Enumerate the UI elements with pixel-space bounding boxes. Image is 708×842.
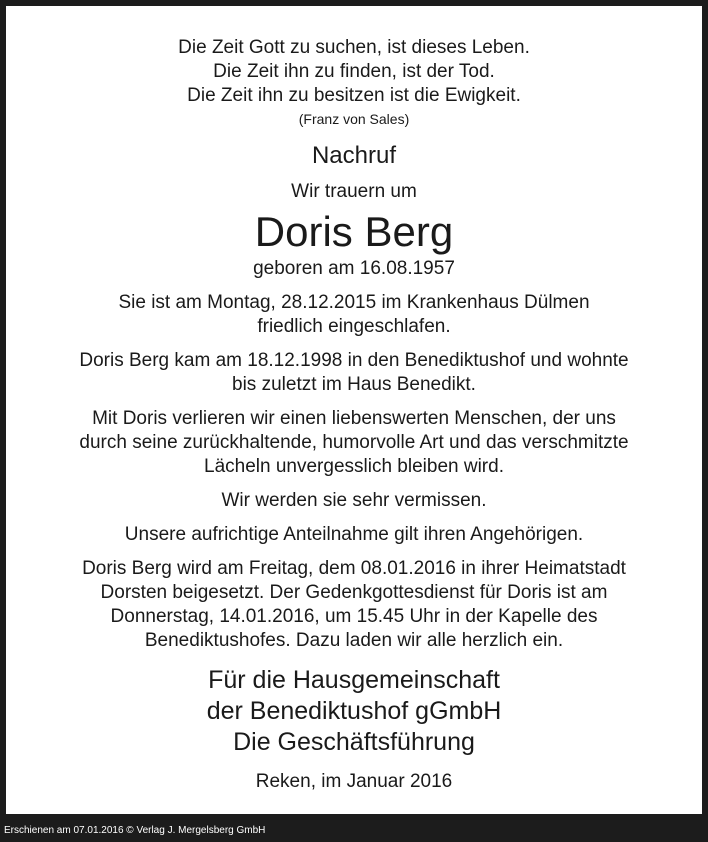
paragraph-tribute xyxy=(6,407,702,479)
paragraph-line: Doris Berg kam am 18.12.1998 in den Benediktushof und wohnte xyxy=(79,350,629,371)
paragraph-line: Sie ist am Montag, 28.12.2015 im Krankenhaus Dülmen xyxy=(118,292,590,313)
signature-line: Die Geschäftsführung xyxy=(233,728,475,756)
paragraph-line: Wir werden sie sehr vermissen. xyxy=(221,490,487,511)
deceased-name: Doris Berg xyxy=(254,208,454,255)
paragraph-line: Benediktushofes. Dazu laden wir alle herzlich ein. xyxy=(144,630,564,651)
intro-text: Wir trauern um xyxy=(291,181,417,202)
paragraph-line: Donnerstag, 14.01.2016, um 15.45 Uhr in der Kapelle des xyxy=(110,606,598,627)
paragraph-miss xyxy=(6,489,702,513)
quote-author: (Franz von Sales) xyxy=(298,111,410,127)
quote-line-1: Die Zeit Gott zu suchen, ist dieses Leben. xyxy=(178,37,530,58)
paragraph-condolence xyxy=(6,523,702,547)
paragraph-line: friedlich eingeschlafen. xyxy=(257,316,451,337)
quote-line-3: Die Zeit ihn zu besitzen ist die Ewigkeit. xyxy=(187,85,521,106)
signature-line: der Benediktushof gGmbH xyxy=(206,697,502,725)
footer-bar xyxy=(0,820,708,842)
signature-block xyxy=(6,665,702,758)
paragraph-line: bis zuletzt im Haus Benedikt. xyxy=(232,374,476,395)
paragraph-passing xyxy=(6,291,702,339)
publication-note: Erschienen am 07.01.2016 © Verlag J. Mergelsberg GmbH xyxy=(4,825,266,836)
birth-date: geboren am 16.08.1957 xyxy=(253,258,455,279)
paragraph-funeral xyxy=(6,557,702,653)
place-date: Reken, im Januar 2016 xyxy=(255,771,453,792)
quote-line-2: Die Zeit ihn zu finden, ist der Tod. xyxy=(213,61,495,82)
quote xyxy=(6,36,702,108)
paragraph-line: durch seine zurückhaltende, humorvolle Art und das verschmitzte xyxy=(79,432,629,453)
paragraph-line: Mit Doris verlieren wir einen liebenswerten Menschen, der uns xyxy=(92,408,616,429)
notice-heading: Nachruf xyxy=(311,142,397,169)
paragraph-line: Unsere aufrichtige Anteilnahme gilt ihren Angehörigen. xyxy=(124,524,584,545)
paragraph-line: Doris Berg wird am Freitag, dem 08.01.2016 in ihrer Heimatstadt xyxy=(82,558,626,579)
notice-content xyxy=(6,36,702,794)
paragraph-line: Dorsten beigesetzt. Der Gedenkgottesdienst für Doris ist am xyxy=(100,582,608,603)
paragraph-line: Lächeln unvergesslich bleiben wird. xyxy=(204,456,504,477)
paragraph-residence xyxy=(6,349,702,397)
signature-line: Für die Hausgemeinschaft xyxy=(208,666,500,694)
